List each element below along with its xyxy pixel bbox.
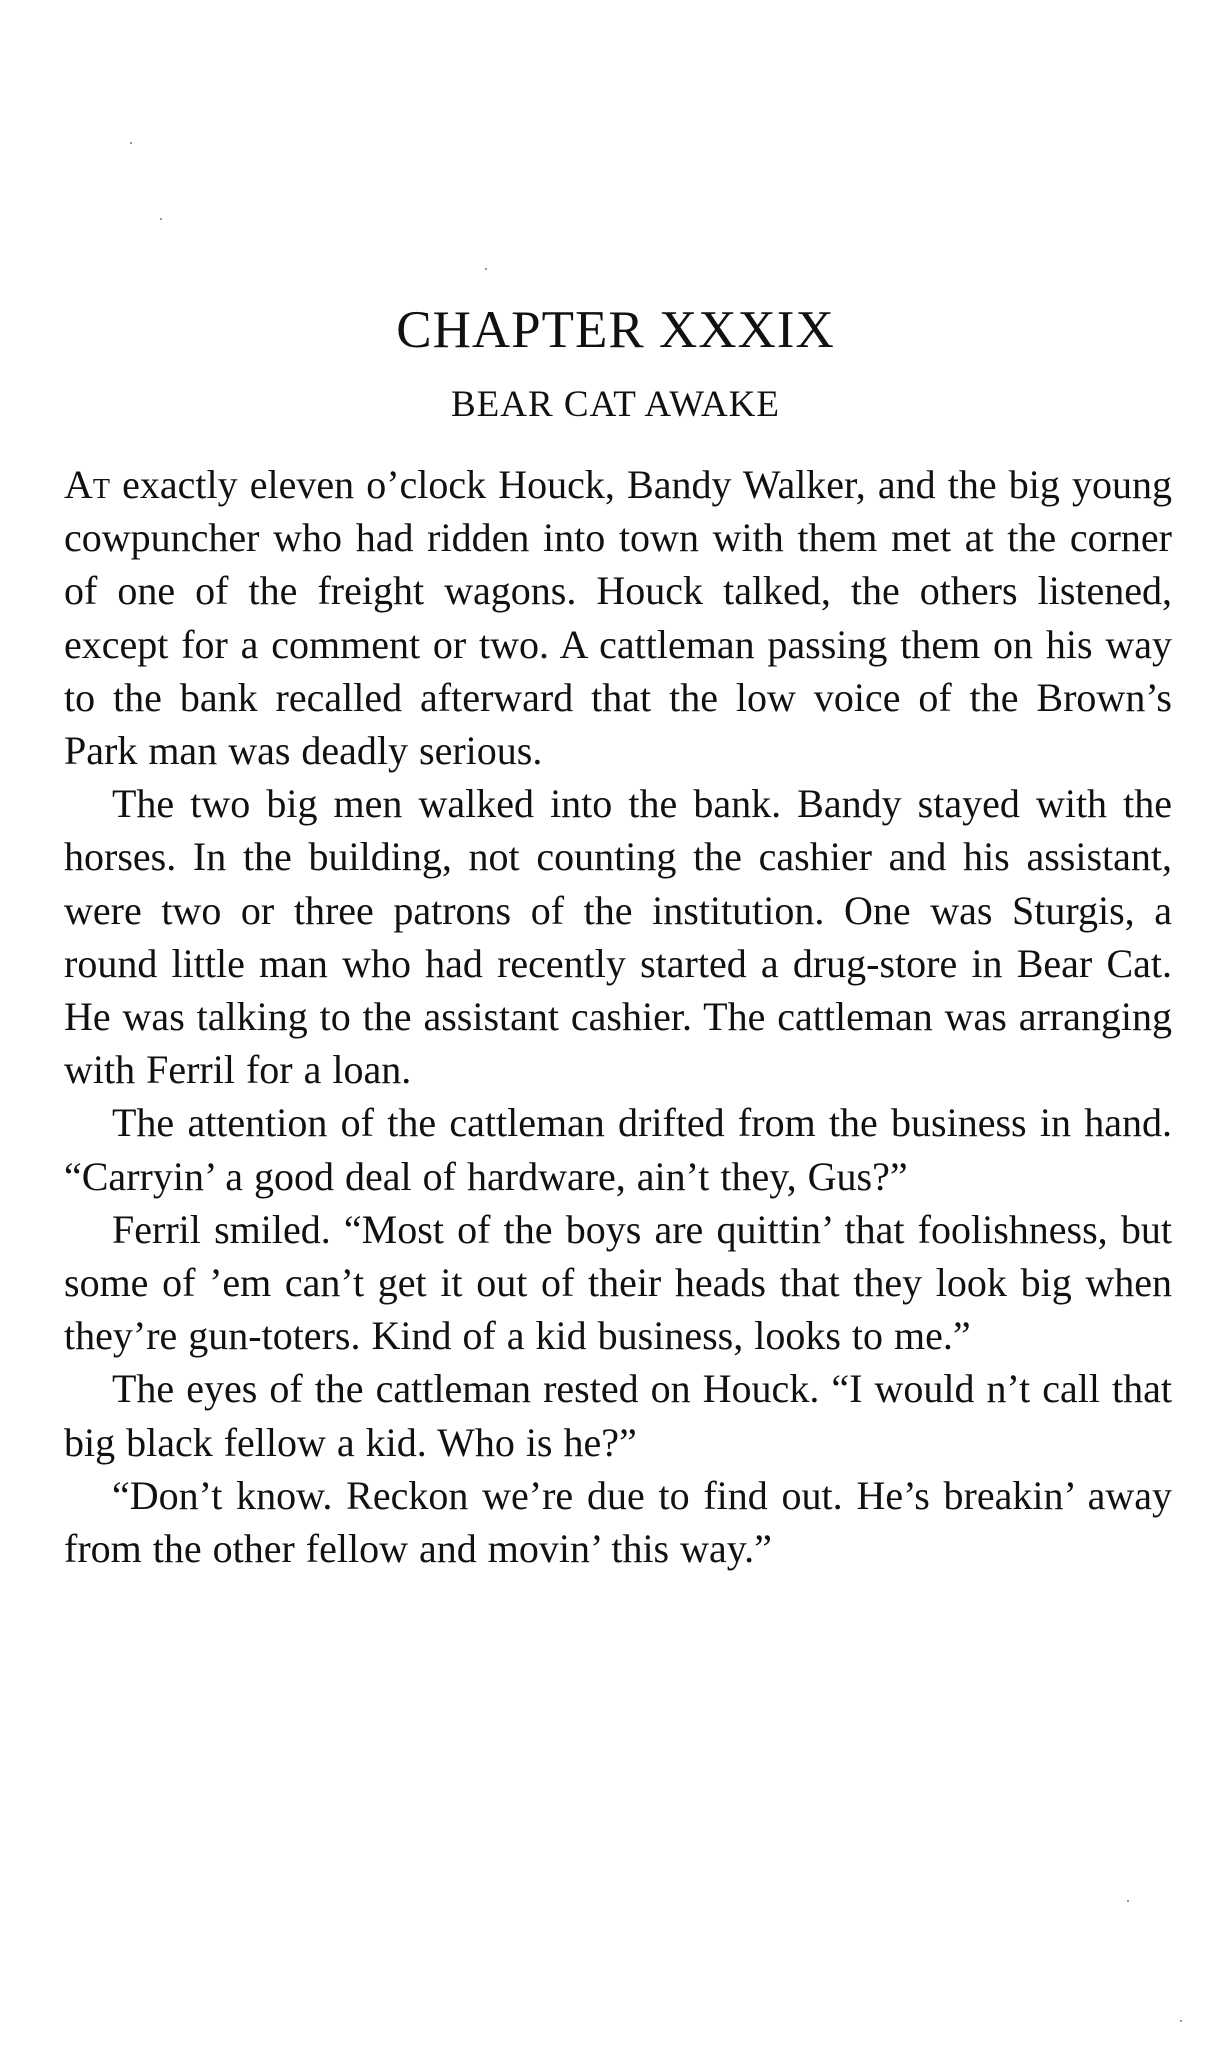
paper-speck [130,142,132,144]
paper-speck [1180,2020,1182,2022]
body-text [64,458,1172,1575]
paragraph: Ferril smiled. “Most of the boys are quittin’ that foolishness, but some of ’em can’t get it out of their heads that they look big when they’re gun-toters. Kind of a kid business, looks to me.” [64,1206,1172,1359]
paragraph [64,458,1172,777]
paragraph-text: exactly eleven o’clock Houck, Bandy Walker, and the big young cowpuncher who had ridden into town with them met at the corner of one of the freight wagons. Houck talked, the others listened, except for a comment or two. A cattleman passing them on his way to the bank recalled afterward that the low voice of the Brown’s Park man was deadly serious. [64,462,1172,774]
paper-speck [1127,1900,1129,1902]
paragraph: The two big men walked into the bank. Bandy stayed with the horses. In the building, not counting the cashier and his assistant, were two or three patrons of the institution. One was Sturgis, a round little man who had recently started a drug-store in Bear Cat. He was talking to the assistant cashier. The cattleman was arranging with Ferril for a loan. [64,781,1172,1093]
chapter-number: CHAPTER XXXIX [396,301,835,359]
paper-speck [485,268,487,270]
paragraph: The eyes of the cattleman rested on Houck. “I would n’t call that big black fellow a kid. Who is he?” [64,1366,1172,1465]
paper-speck [160,218,162,220]
lead-word: At [64,462,110,507]
chapter-title: BEAR CAT AWAKE [451,384,780,425]
paragraph: “Don’t know. Reckon we’re due to find out. He’s breakin’ away from the other fellow and movin’ this way.” [64,1472,1172,1572]
paragraph: The attention of the cattleman drifted from the business in hand. “Carryin’ a good deal of hardware, ain’t they, Gus?” [64,1100,1172,1199]
